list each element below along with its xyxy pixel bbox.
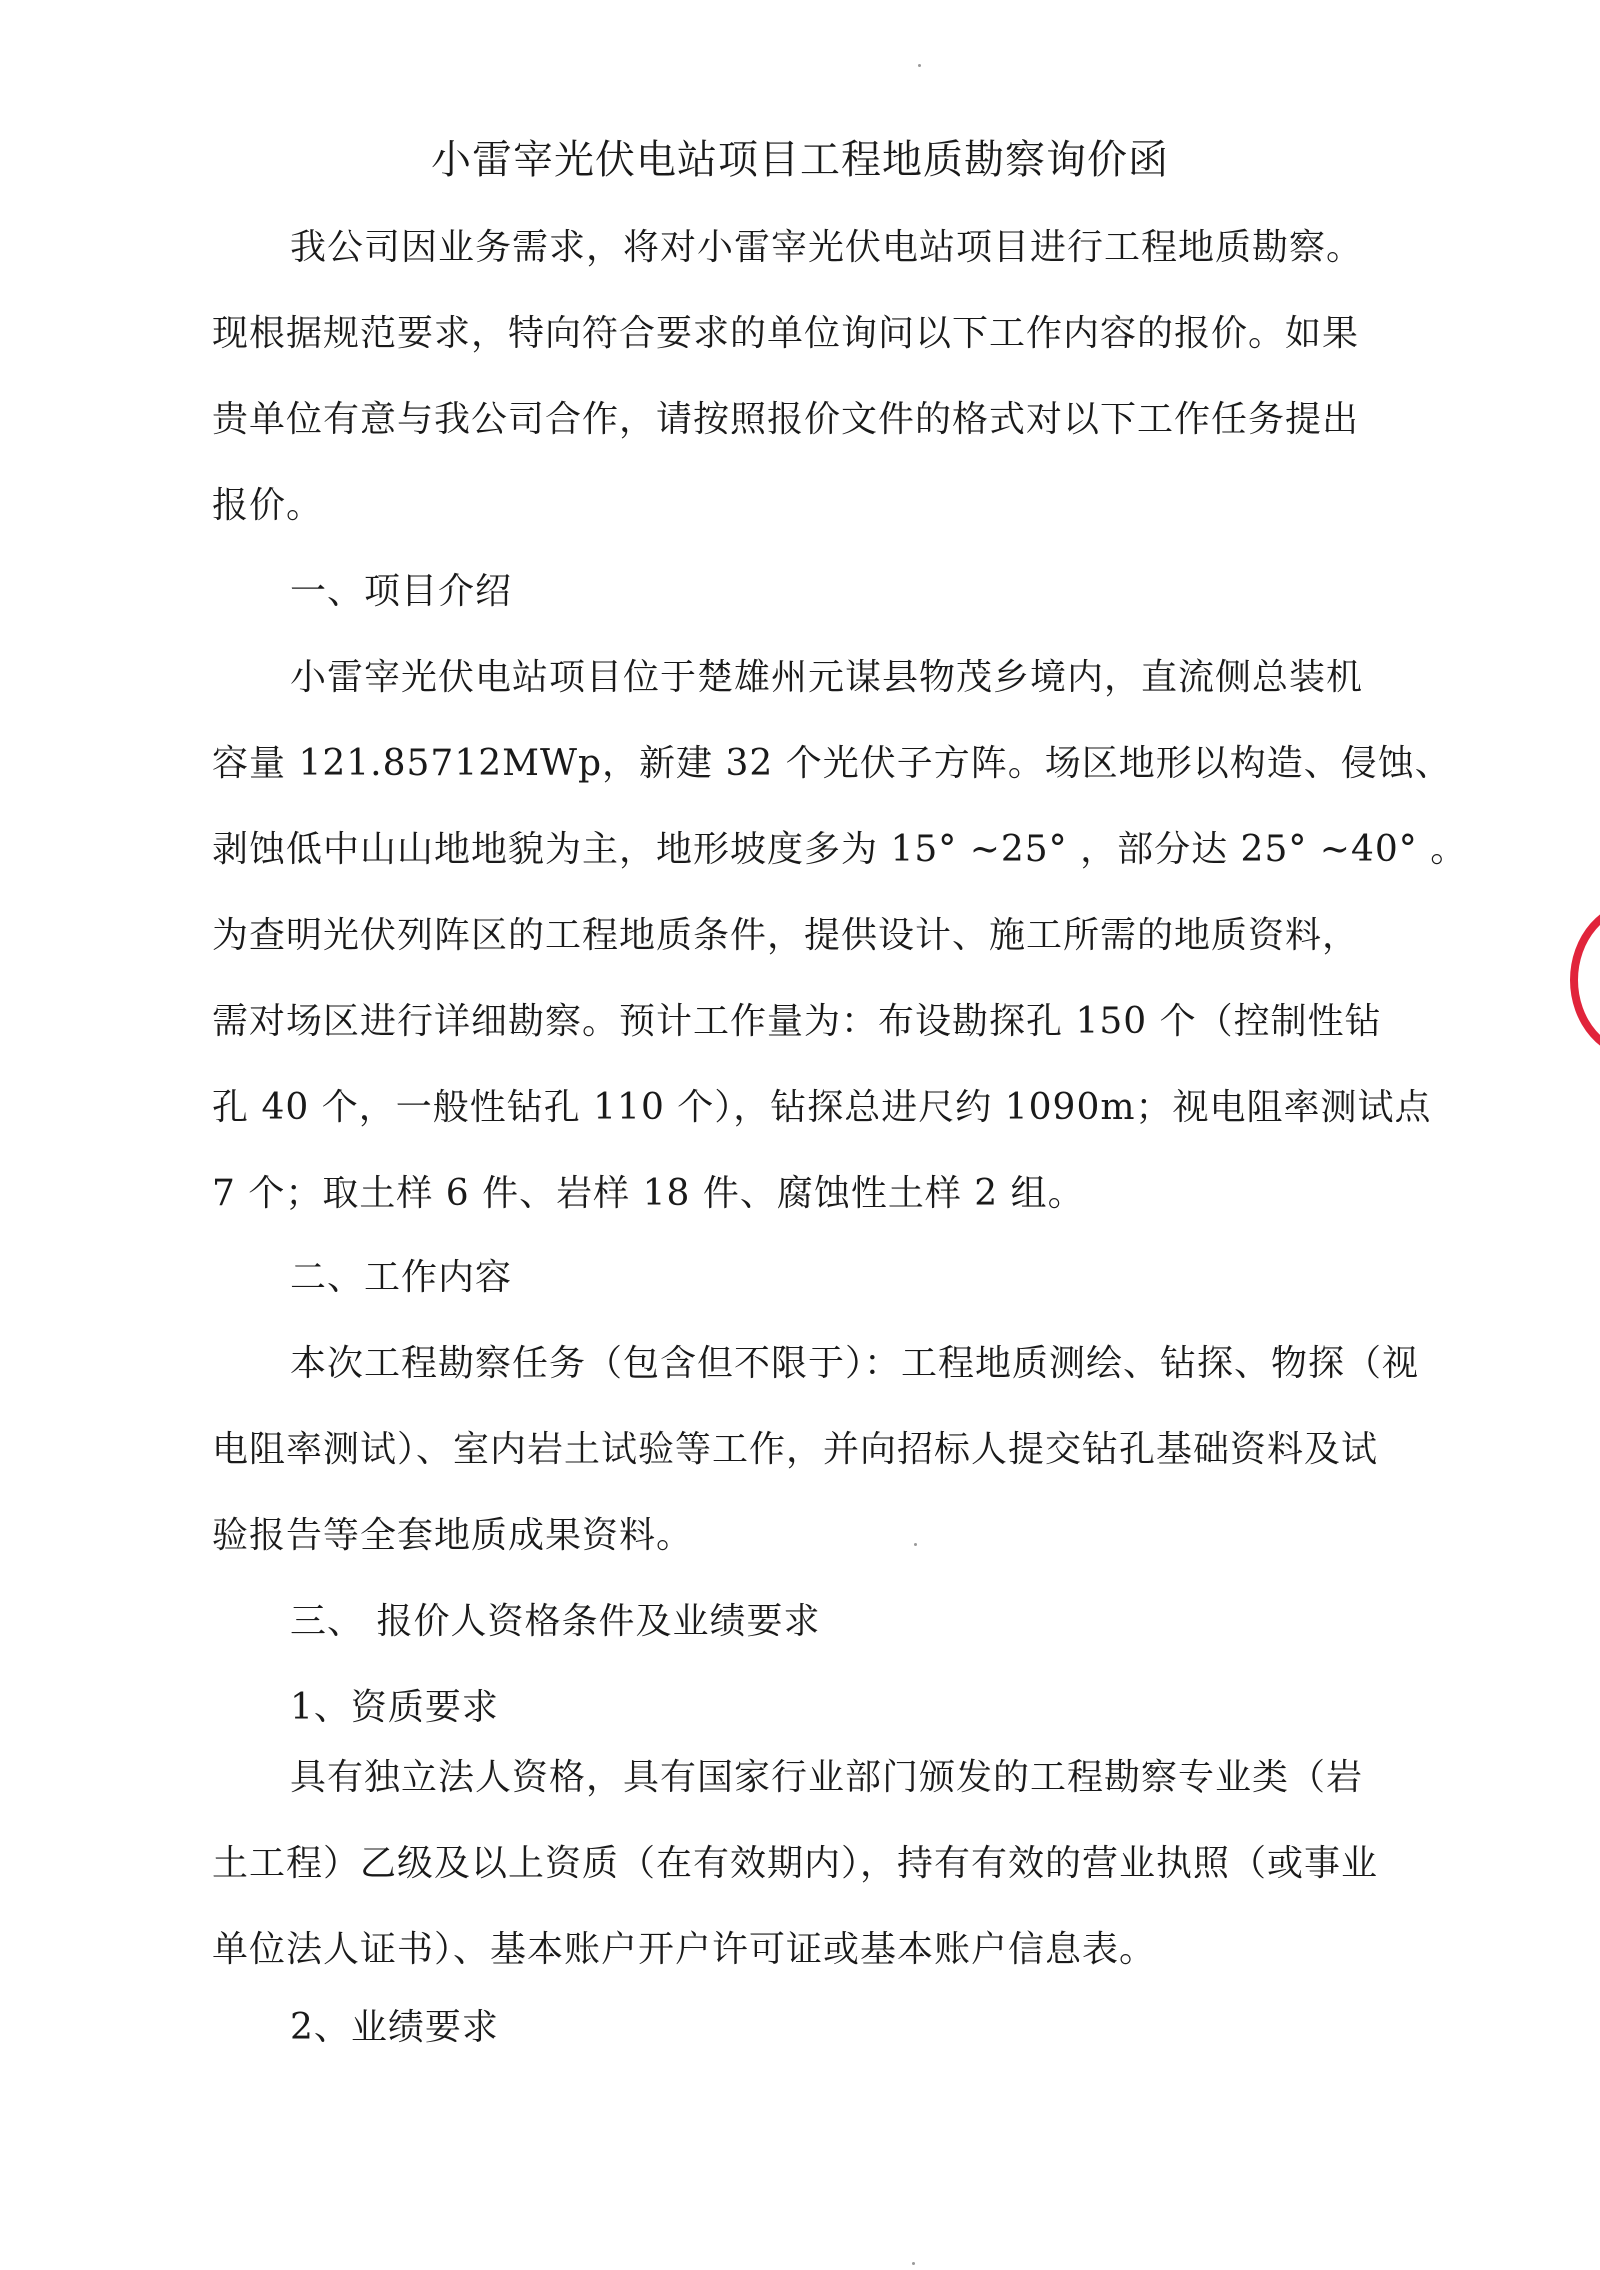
section-heading: 二、工作内容 (290, 1257, 513, 1298)
subsection-heading: 2、业绩要求 (290, 2007, 499, 2048)
paragraph-line: 为查明光伏列阵区的工程地质条件，提供设计、施工所需的地质资料， (212, 915, 1360, 956)
paragraph-line: 验报告等全套地质成果资料。 (212, 1515, 694, 1556)
paragraph-line: 需对场区进行详细勘察。预计工作量为：布设勘探孔 150 个（控制性钻 (212, 1001, 1382, 1042)
scan-speck (912, 2262, 915, 2265)
paragraph-line: 孔 40 个，一般性钻孔 110 个），钻探总进尺约 1090m；视电阻率测试点 (212, 1087, 1432, 1128)
subsection-heading: 1、资质要求 (290, 1687, 499, 1728)
paragraph-line: 7 个；取土样 6 件、岩样 18 件、腐蚀性土样 2 组。 (212, 1173, 1085, 1214)
section-heading: 三、 报价人资格条件及业绩要求 (290, 1601, 821, 1642)
paragraph-line: 具有独立法人资格，具有国家行业部门颁发的工程勘察专业类（岩 (290, 1757, 1364, 1798)
paragraph-line: 单位法人证书）、基本账户开户许可证或基本账户信息表。 (212, 1929, 1157, 1970)
paragraph-line: 我公司因业务需求，将对小雷宰光伏电站项目进行工程地质勘察。 (290, 227, 1364, 268)
paragraph-line: 本次工程勘察任务（包含但不限于）：工程地质测绘、钻探、物探（视 (290, 1343, 1420, 1384)
paragraph-line: 贵单位有意与我公司合作，请按照报价文件的格式对以下工作任务提出 (212, 399, 1360, 440)
paragraph-line: 土工程）乙级及以上资质（在有效期内），持有有效的营业执照（或事业 (212, 1843, 1379, 1884)
document-title: 小雷宰光伏电站项目工程地质勘察询价函 (431, 137, 1169, 183)
paragraph-line: 容量 121.85712MWp，新建 32 个光伏子方阵。场区地形以构造、侵蚀、 (212, 743, 1452, 784)
paragraph-line: 小雷宰光伏电站项目位于楚雄州元谋县物茂乡境内，直流侧总装机 (290, 657, 1364, 698)
paragraph-line: 报价。 (212, 485, 324, 526)
section-heading: 一、项目介绍 (290, 571, 513, 612)
scan-speck (918, 64, 921, 67)
paragraph-line: 剥蚀低中山山地地貌为主，地形坡度多为 15° ~25° ，部分达 25° ~40° 。 (212, 829, 1468, 870)
paragraph-line: 电阻率测试）、室内岩土试验等工作，并向招标人提交钻孔基础资料及试 (212, 1429, 1379, 1470)
paragraph-line: 现根据规范要求，特向符合要求的单位询问以下工作内容的报价。如果 (212, 313, 1360, 354)
red-seal-stamp (1570, 900, 1600, 1060)
scan-speck (914, 1543, 917, 1546)
